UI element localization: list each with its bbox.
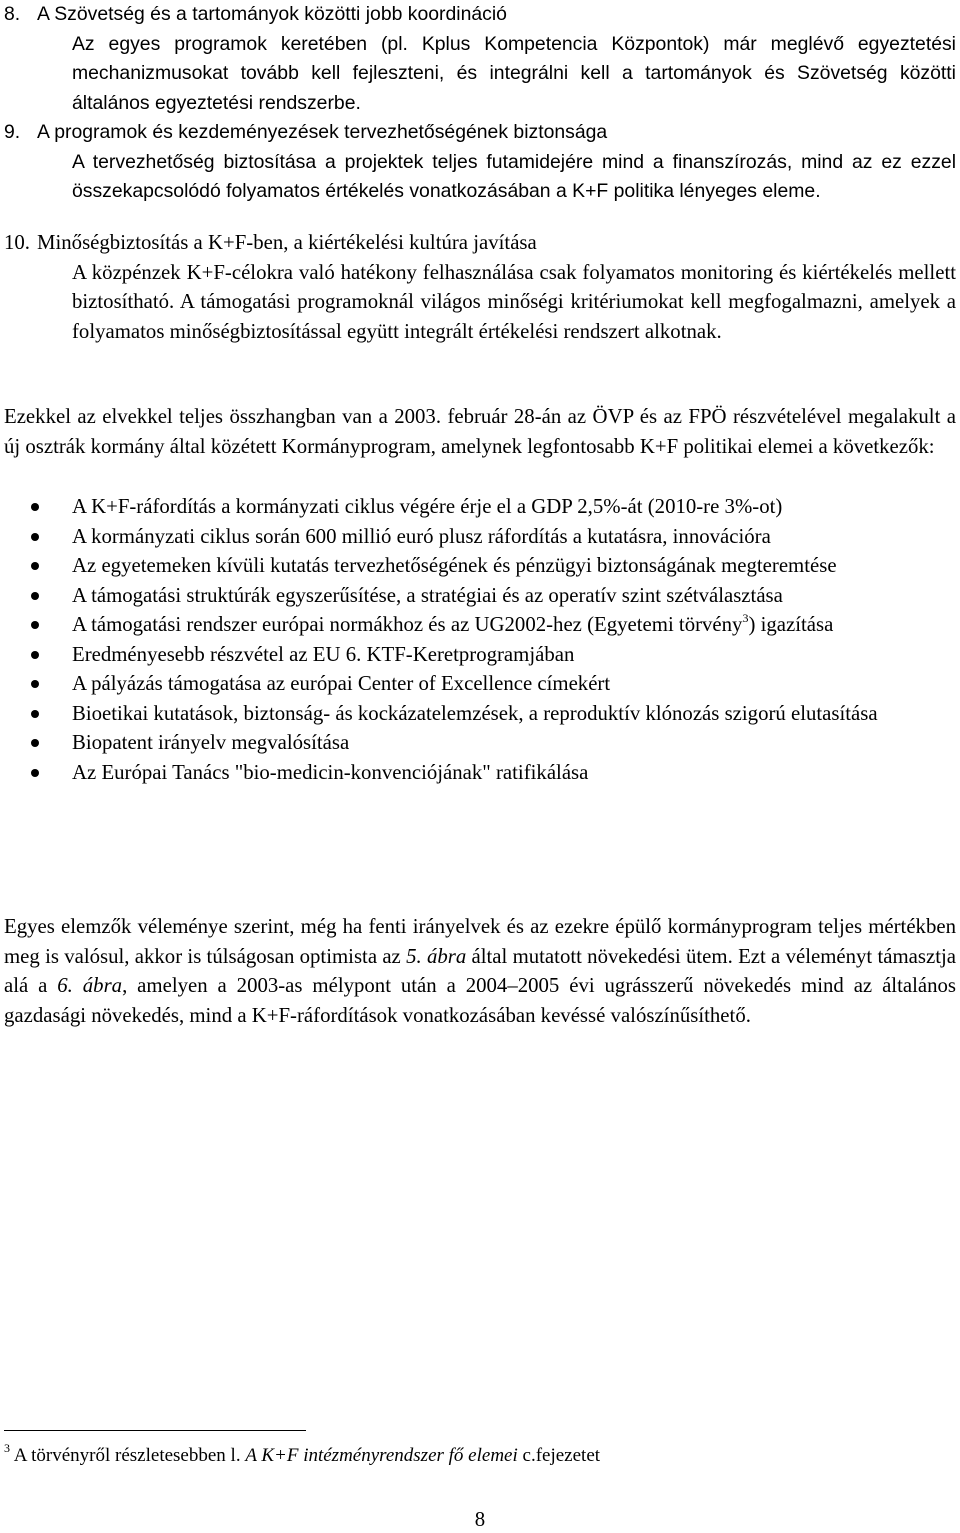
item-body: Az egyes programok keretében (pl. Kplus Kompetencia Központok) már meglévő egyeztetési mechanizmusokat tovább kell fejleszteni, és integrálni kell a tartományok és Szövetség közötti általános egyeztetési rendszerbe. bbox=[72, 32, 956, 114]
list-item: Az egyetemeken kívüli kutatás tervezhetőségének és pénzügyi biztonságának megteremtése bbox=[4, 551, 956, 581]
numbered-item-9 bbox=[4, 118, 956, 207]
item-number: 10. bbox=[4, 231, 30, 254]
bullet-icon bbox=[31, 503, 39, 511]
item-body: A tervezhetőség biztosítása a projektek teljes futamidejére mind a finanszírozás, mind az ez ezzel összekapcsolódó folyamatos értékelés vonatkozásában a K+F politika lényeges eleme. bbox=[72, 150, 956, 202]
footnote: $^3$ A törvényről részletesebben l. A K+F intézményrendszer fő elemei c.fejezetet bbox=[4, 1441, 601, 1466]
policy-bullet-list bbox=[4, 492, 956, 787]
footnote-marker: 3 bbox=[4, 1441, 10, 1455]
footnote-marker: 3 bbox=[742, 611, 749, 625]
list-item: A K+F-ráfordítás a kormányzati ciklus végére érje el a GDP 2,5%-át (2010-re 3%-ot) bbox=[4, 492, 956, 522]
bullet-icon bbox=[31, 562, 39, 570]
bullet-icon bbox=[31, 769, 39, 777]
footnote-separator bbox=[4, 1430, 306, 1431]
bullet-icon bbox=[31, 739, 39, 747]
bullet-icon bbox=[31, 533, 39, 541]
item-heading: Minőségbiztosítás a K+F-ben, a kiértékelési kultúra javítása bbox=[37, 231, 537, 254]
bullet-icon bbox=[31, 592, 39, 600]
item-heading: A programok és kezdeményezések tervezhetőségének biztonsága bbox=[37, 121, 608, 143]
list-item: Az Európai Tanács "bio-medicin-konvenciójának" ratifikálása bbox=[4, 758, 956, 788]
figure-reference: 6. ábra bbox=[57, 974, 123, 997]
intro-paragraph: Ezekkel az elvekkel teljes összhangban van a 2003. február 28-án az ÖVP és az FPÖ részvételével megalakult a új osztrák kormány által közétett Kormányprogram, amelynek legfontosabb K+F politikai elemei a következők: bbox=[4, 405, 956, 458]
numbered-item-8 bbox=[4, 0, 956, 118]
bullet-icon bbox=[31, 680, 39, 688]
item-number: 9. bbox=[4, 121, 21, 143]
item-body: A közpénzek K+F-célokra való hatékony felhasználása csak folyamatos monitoring és kiértékelés mellett biztosítható. A támogatási programoknál világos minőségi kritériumokat kell megfogalmazni, amelyek a folyamatos minőségbiztosítással együtt integrált értékelési rendszert alkotnak. bbox=[72, 260, 956, 343]
bullet-icon bbox=[31, 710, 39, 718]
figure-reference: 5. ábra bbox=[406, 944, 467, 968]
list-item: A támogatási struktúrák egyszerűsítése, a stratégiai és az operatív szint szétválasztása bbox=[4, 581, 956, 611]
list-item: Biopatent irányelv megvalósítása bbox=[4, 728, 956, 758]
item-number: 8. bbox=[4, 3, 21, 25]
item-heading: A Szövetség és a tartományok közötti jobb koordináció bbox=[37, 3, 507, 25]
bullet-icon bbox=[31, 621, 39, 629]
list-item: Bioetikai kutatások, biztonság- ás kockázatelemzések, a reproduktív klónozás szigorú elutasítása bbox=[4, 699, 956, 729]
list-item: A kormányzati ciklus során 600 millió euró plusz ráfordítás a kutatásra, innovációra bbox=[4, 522, 956, 552]
numbered-item-10 bbox=[4, 228, 956, 346]
closing-paragraph: Egyes elemzők véleménye szerint, még ha fenti irányelvek és az ezekre épülő kormányprogram teljes mértékben meg is valósul, akkor is túlságosan optimista az 5. ábra által mutatott növekedési ütem. Ezt a véleményt támasztja alá a 6. ábra, amelyen a 2003-as mélypont után a 2004–2005 évi ugrásszerű növekedés mind az általános gazdasági növekedés, mind a K+F-ráfordítások vonatkozásában kevéssé valószínűsíthető. bbox=[4, 915, 956, 1027]
list-item-footnoted: A támogatási rendszer európai normákhoz és az UG2002-hez (Egyetemi törvény$^3$) igazítása bbox=[4, 610, 956, 640]
list-item: Eredményesebb részvétel az EU 6. KTF-Keretprogramjában bbox=[4, 640, 956, 670]
bullet-icon bbox=[31, 651, 39, 659]
list-item: A pályázás támogatása az európai Center of Excellence címekért bbox=[4, 669, 956, 699]
page-number: 8 bbox=[474, 1508, 486, 1531]
